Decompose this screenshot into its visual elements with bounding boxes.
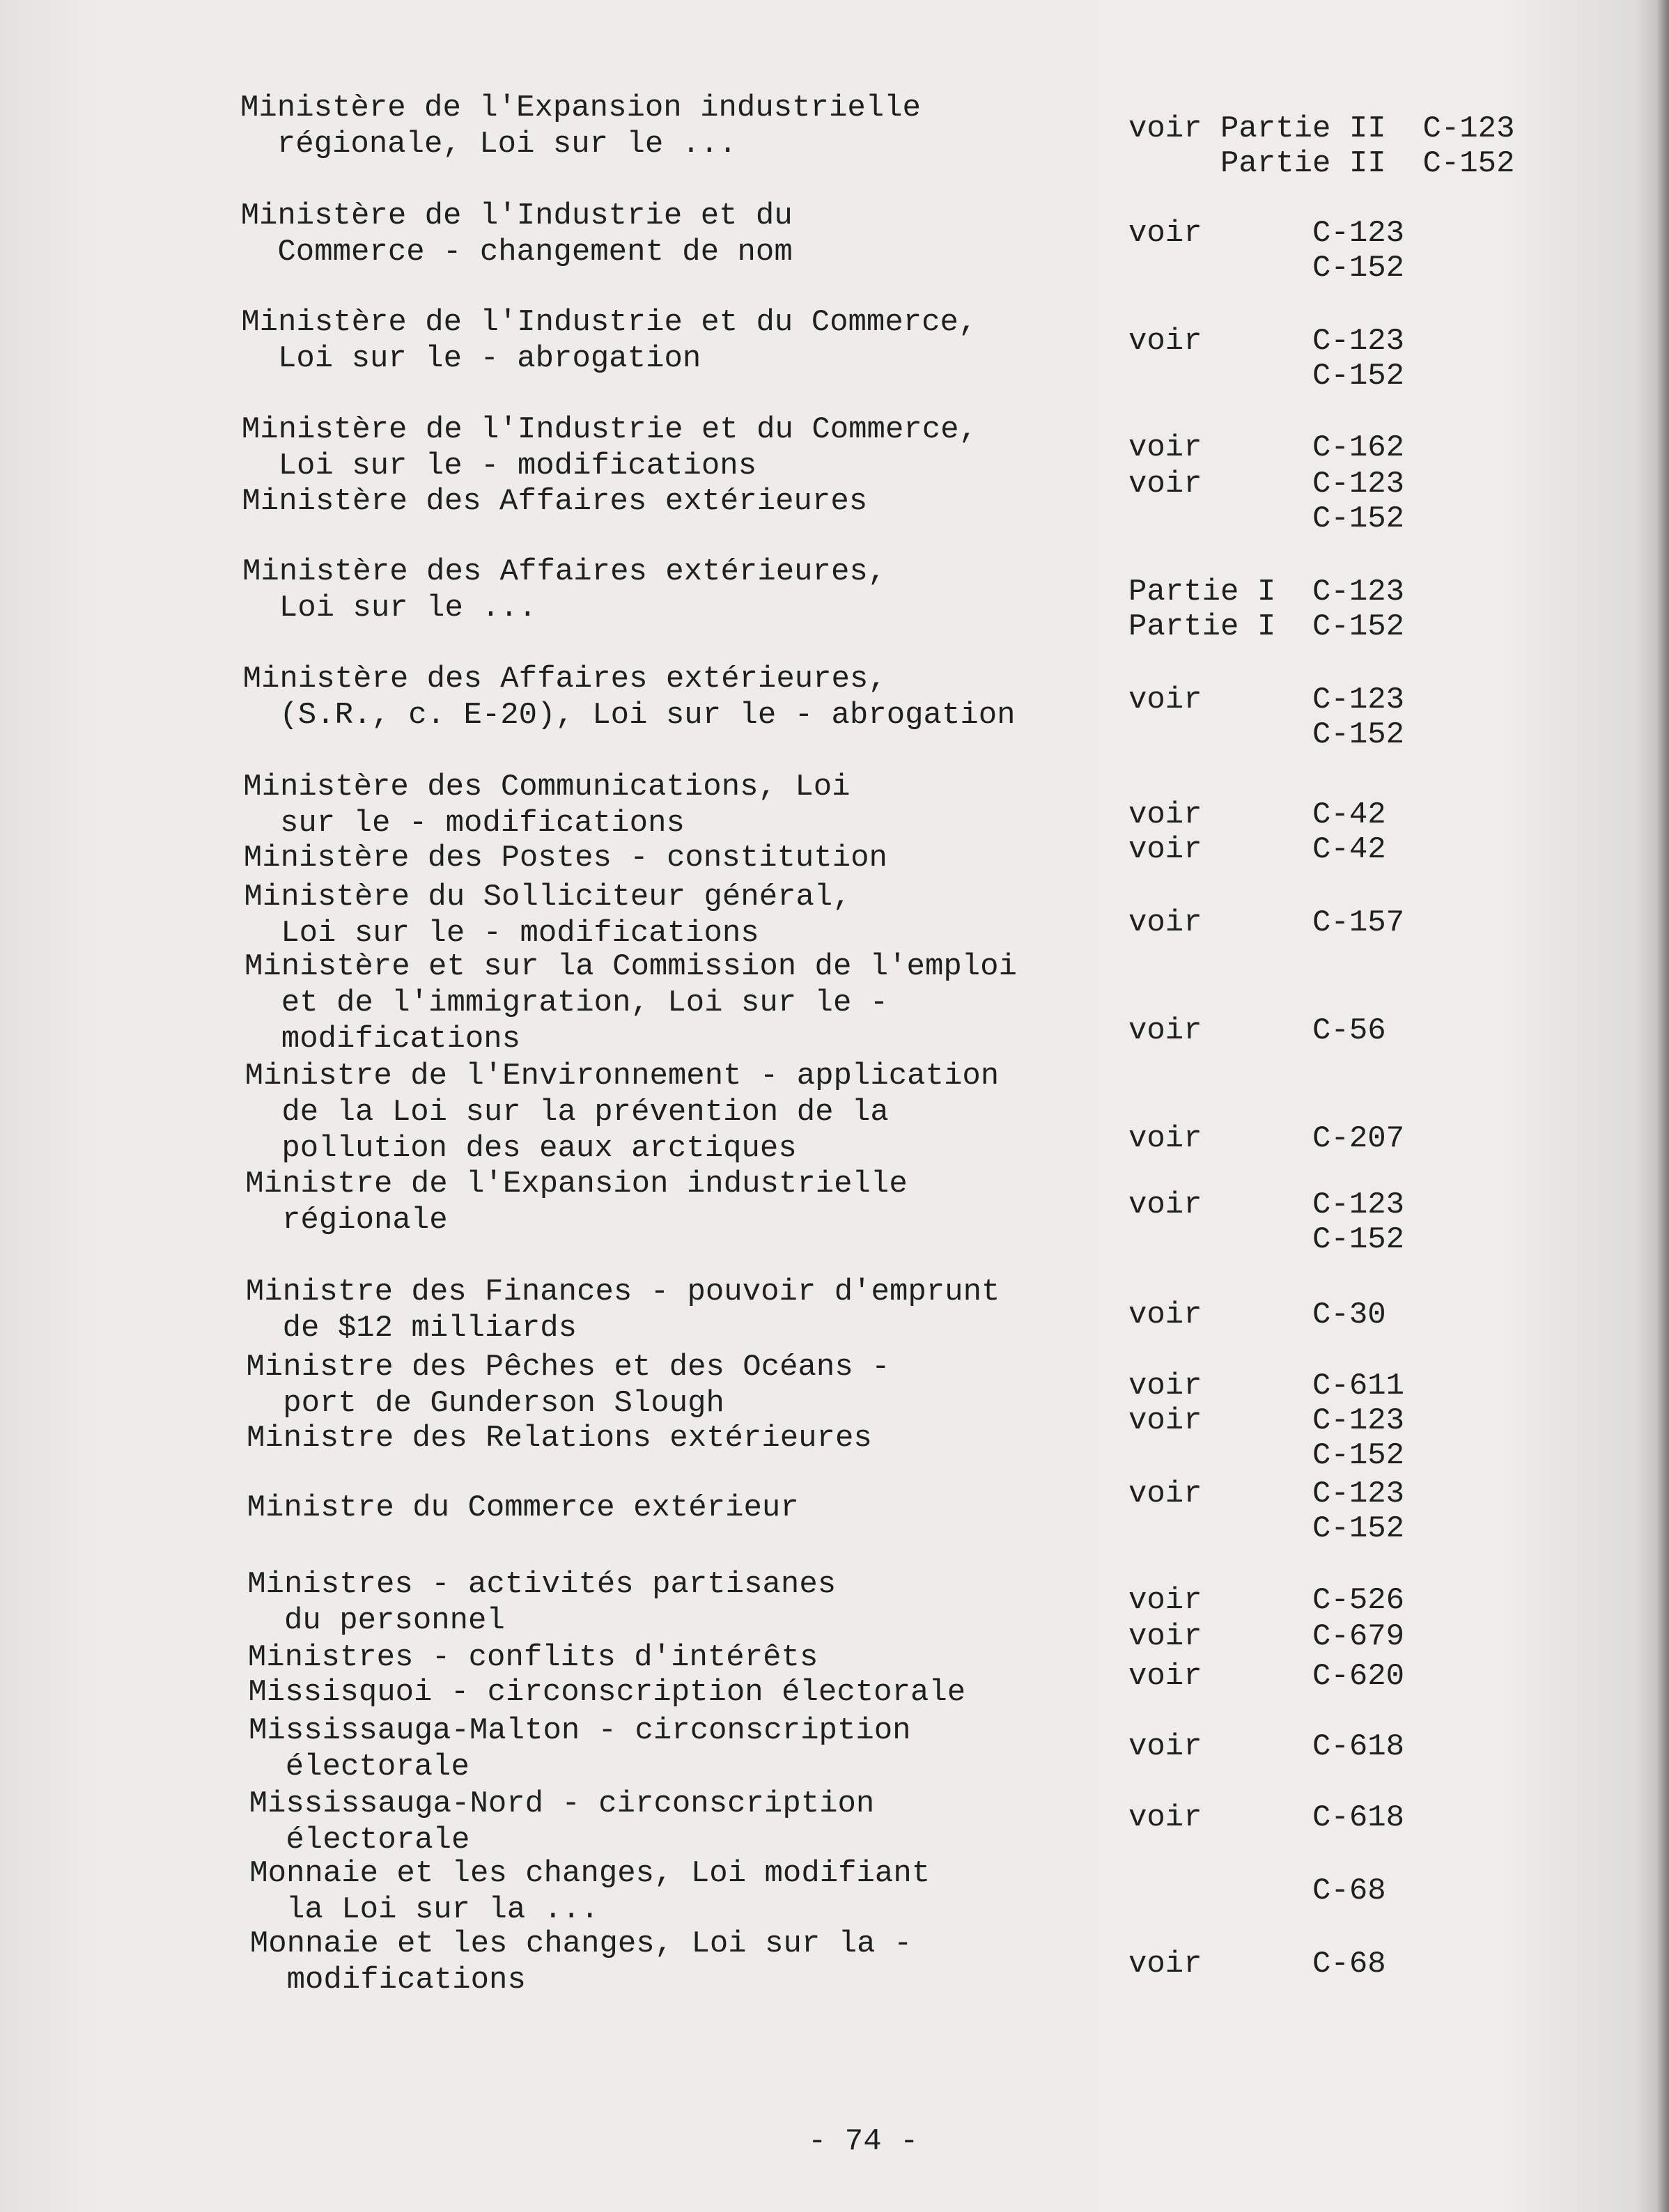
entry-continuation: Commerce - changement de nom [240, 235, 793, 270]
entry-heading: Ministère de l'Industrie et du Commerce, [241, 412, 977, 447]
entry-heading: Missisquoi - circonscription électorale [248, 1675, 966, 1710]
bill-reference: voir C-207 [1128, 1121, 1405, 1156]
entry-continuation: Loi sur le - abrogation [241, 341, 701, 376]
bill-reference: voir C-618 [1128, 1729, 1405, 1764]
entry-continuation: électorale [249, 1823, 470, 1857]
bill-reference: voir C-42 [1128, 797, 1386, 832]
entry-heading: Ministre de l'Expansion industrielle [245, 1167, 908, 1201]
bill-reference: voir C-123 [1128, 467, 1405, 501]
bill-reference: voir C-123 [1128, 1477, 1405, 1511]
entry-continuation: électorale [249, 1750, 469, 1784]
bill-reference: C-152 [1128, 1511, 1405, 1546]
entry-heading: Mississauga-Nord - circonscription [249, 1786, 875, 1821]
bill-reference: voir C-56 [1128, 1013, 1386, 1048]
bill-reference: voir C-42 [1128, 832, 1386, 867]
entry-continuation: modifications [249, 1963, 526, 1997]
bill-reference: voir C-123 [1128, 1403, 1405, 1438]
bill-reference: voir C-526 [1128, 1583, 1405, 1618]
entry-continuation: de $12 milliards [245, 1311, 577, 1346]
entry-continuation: modifications [244, 1022, 521, 1057]
bill-reference: voir C-611 [1128, 1369, 1405, 1403]
bill-reference: voir C-157 [1128, 905, 1405, 940]
bill-reference: voir C-123 [1128, 1187, 1405, 1222]
bill-reference: Partie II C-152 [1128, 146, 1515, 181]
entry-continuation: et de l'immigration, Loi sur le - [244, 986, 889, 1020]
bill-reference: voir C-162 [1128, 430, 1405, 465]
entry-heading: Mississauga-Malton - circonscription [249, 1713, 911, 1748]
entry-heading: Ministère du Solliciteur général, [244, 880, 851, 914]
entry-heading: Ministère des Affaires extérieures, [242, 662, 887, 696]
entry-heading: Ministère de l'Industrie et du Commerce, [241, 305, 977, 340]
bill-reference: voir C-618 [1128, 1800, 1405, 1835]
bill-reference: C-152 [1128, 1438, 1405, 1473]
entry-heading: Ministres - conflits d'intérêts [247, 1640, 818, 1675]
entry-heading: Monnaie et les changes, Loi sur la - [249, 1926, 913, 1961]
bill-reference: voir C-679 [1128, 1619, 1405, 1654]
entry-heading: Ministère de l'Expansion industrielle [240, 91, 921, 125]
bill-reference: Partie I C-152 [1128, 609, 1405, 644]
entry-heading: Ministère des Postes - constitution [243, 841, 887, 875]
entry-continuation: (S.R., c. E-20), Loi sur le - abrogation [242, 698, 1016, 733]
entry-continuation: Loi sur le ... [242, 591, 537, 625]
entry-heading: Ministère des Affaires extérieures [242, 484, 868, 519]
bill-reference: voir C-68 [1128, 1947, 1386, 1981]
entry-heading: Ministres - activités partisanes [247, 1567, 837, 1602]
bill-reference: voir Partie II C-123 [1128, 111, 1515, 146]
entry-heading: Ministre des Finances - pouvoir d'emprunt [245, 1275, 1000, 1309]
entry-heading: Ministère des Affaires extérieures, [242, 554, 887, 589]
entry-heading: Ministre du Commerce extérieur [247, 1490, 799, 1525]
entry-continuation: pollution des eaux arctiques [244, 1131, 797, 1166]
page-number: - 74 - [808, 2124, 919, 2159]
bill-reference: C-152 [1128, 501, 1405, 536]
entry-heading: Ministère des Communications, Loi [243, 770, 851, 804]
entry-continuation: Loi sur le - modifications [244, 916, 759, 951]
entry-heading: Ministère de l'Industrie et du [240, 198, 793, 233]
entry-continuation: port de Gunderson Slough [246, 1386, 724, 1421]
entry-continuation: régionale, Loi sur le ... [240, 127, 737, 162]
entry-continuation: de la Loi sur la prévention de la [244, 1095, 889, 1130]
bill-reference: voir C-30 [1128, 1298, 1386, 1332]
entry-continuation: du personnel [247, 1603, 505, 1638]
bill-reference: C-68 [1128, 1874, 1386, 1908]
entry-heading: Ministre de l'Environnement - application [244, 1059, 1000, 1093]
bill-reference: voir C-123 [1128, 216, 1405, 251]
bill-reference: C-152 [1128, 717, 1405, 752]
entry-continuation: Loi sur le - modifications [241, 449, 757, 483]
bill-reference: Partie I C-123 [1128, 575, 1405, 609]
bill-reference: C-152 [1128, 1222, 1405, 1257]
entry-heading: Ministre des Relations extérieures [247, 1421, 872, 1456]
entry-heading: Monnaie et les changes, Loi modifiant [249, 1856, 931, 1891]
entry-continuation: régionale [245, 1203, 448, 1238]
entry-heading: Ministre des Pêches et des Océans - [246, 1350, 890, 1385]
entry-continuation: la Loi sur la ... [249, 1892, 599, 1927]
bill-reference: voir C-123 [1128, 324, 1405, 359]
bill-reference: voir C-620 [1128, 1659, 1405, 1694]
page-edge-shadow [1656, 0, 1669, 2212]
bill-reference: C-152 [1128, 251, 1405, 286]
bill-reference: voir C-123 [1128, 683, 1405, 717]
entry-continuation: sur le - modifications [243, 806, 685, 841]
bill-reference: C-152 [1128, 359, 1405, 394]
entry-heading: Ministère et sur la Commission de l'emploi [244, 949, 1017, 984]
